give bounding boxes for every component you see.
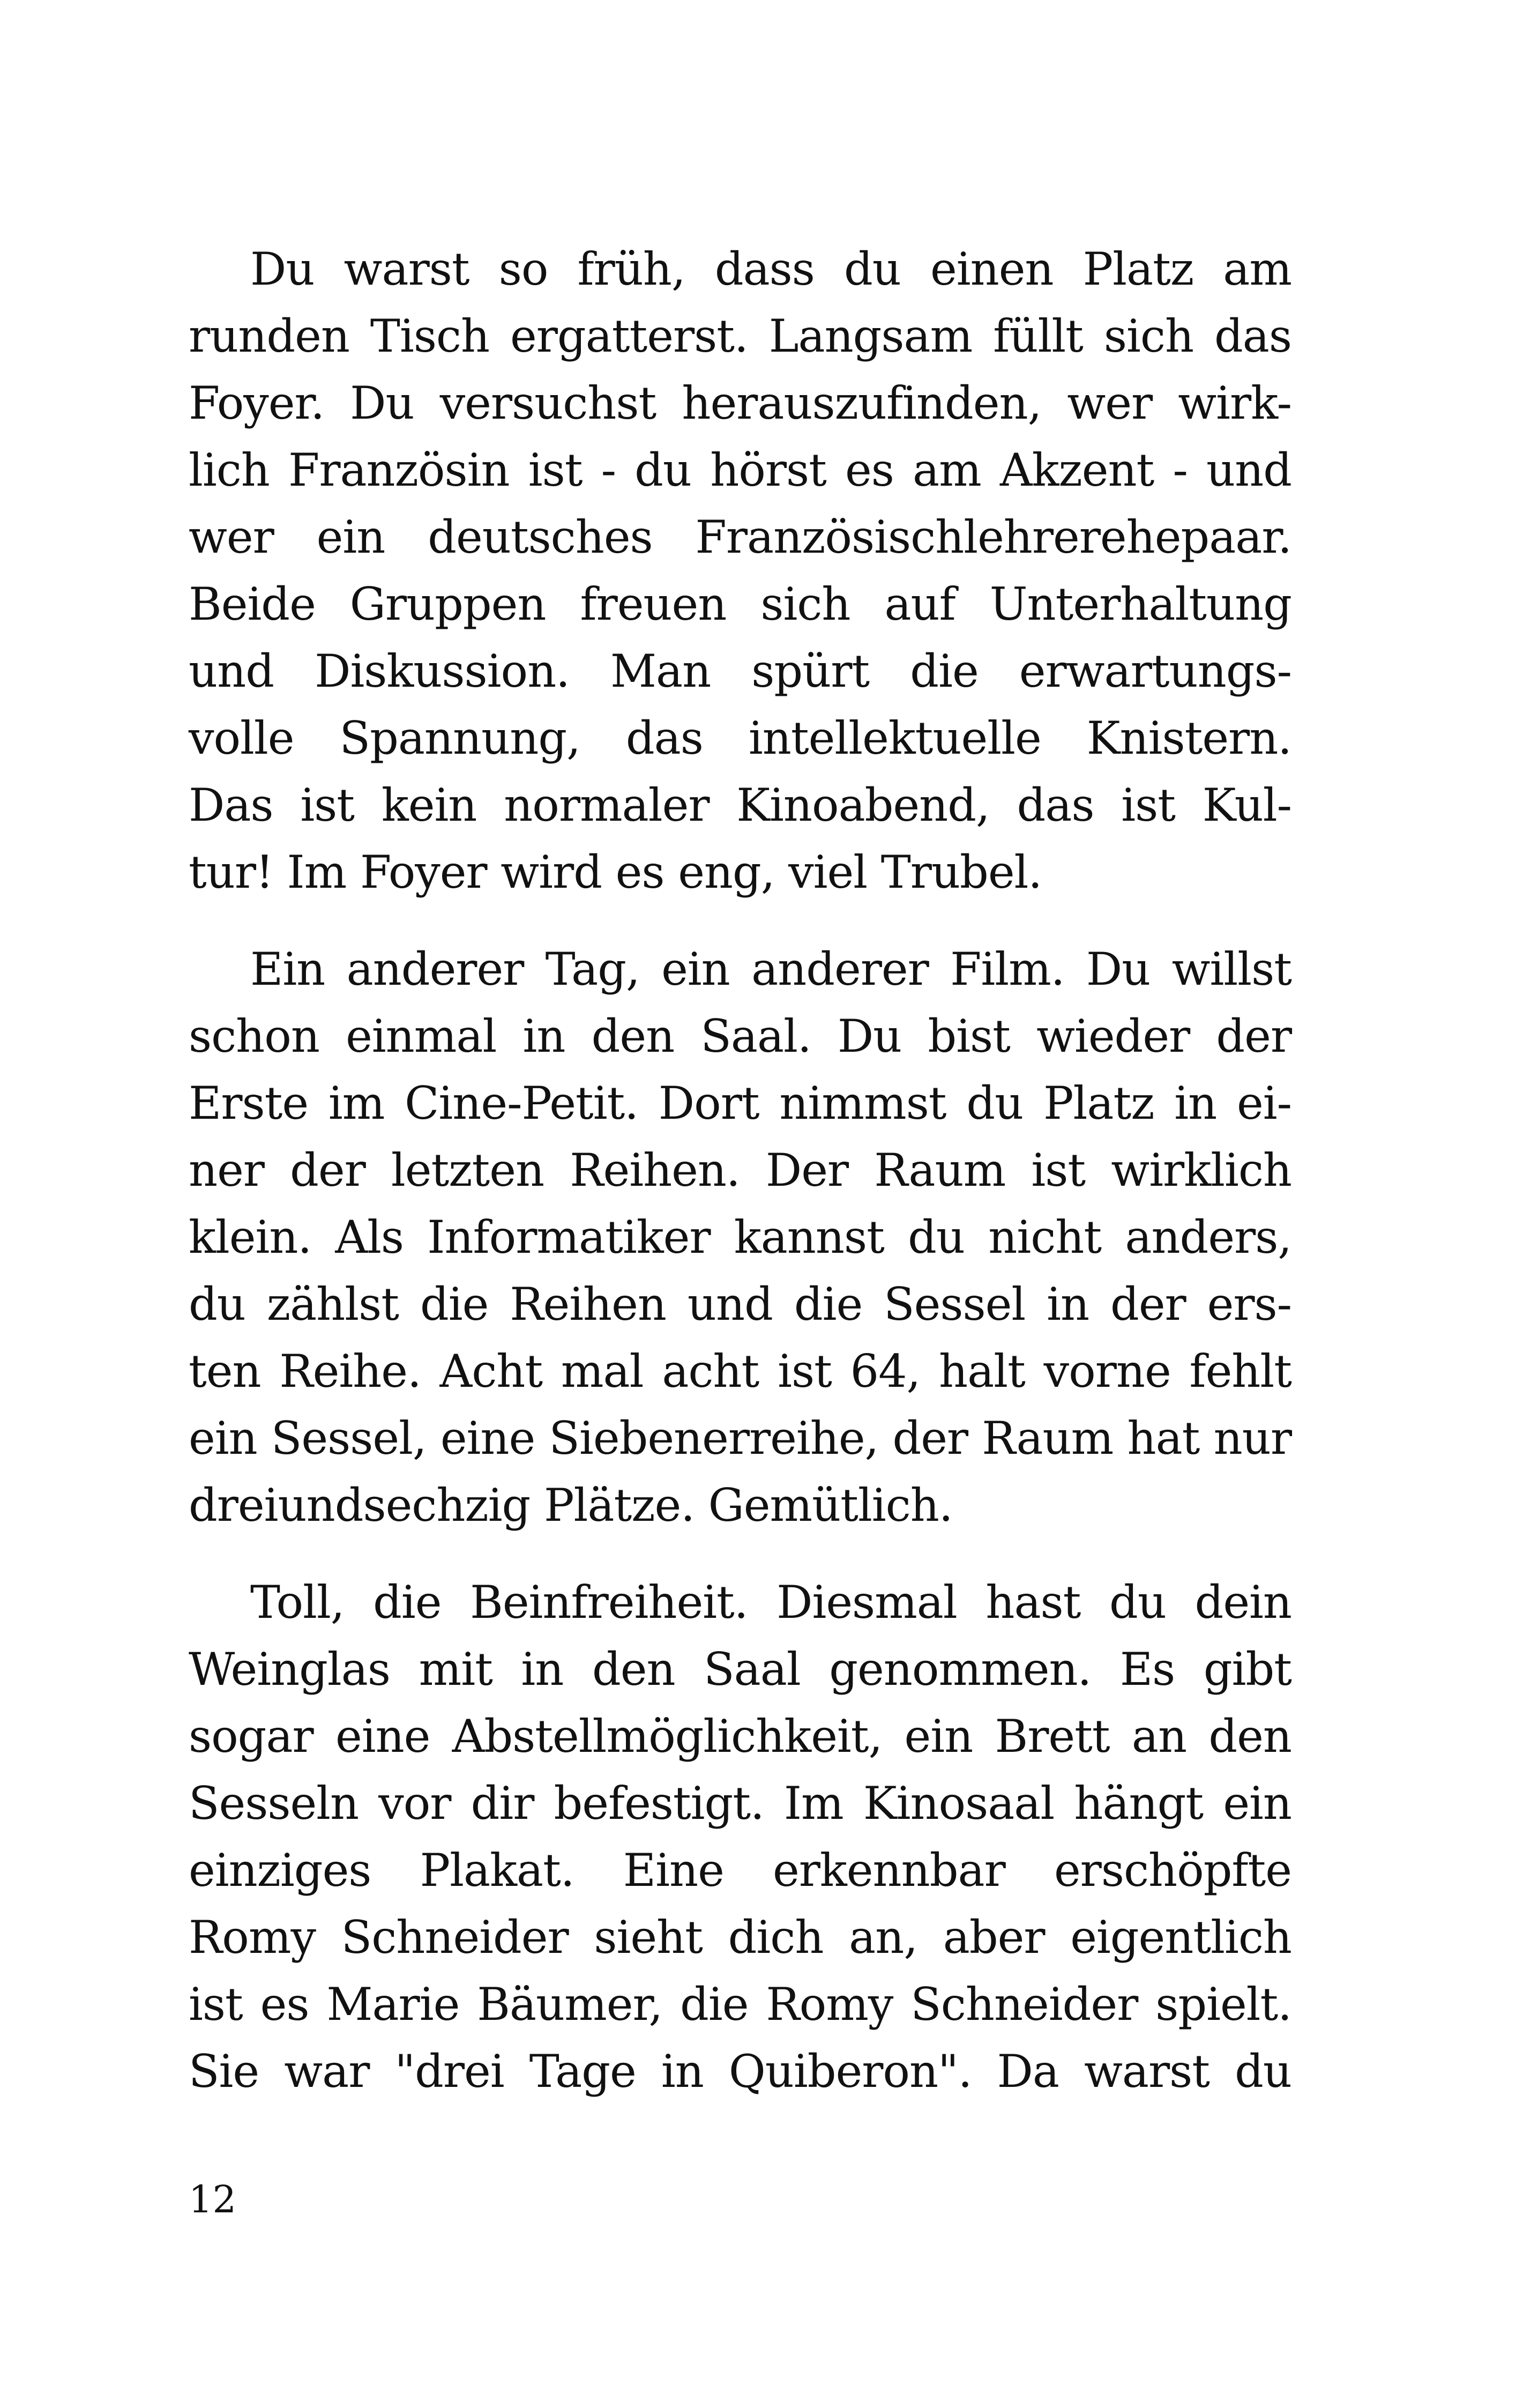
text-line: ist es Marie Bäumer, die Romy Schneider spielt. xyxy=(189,1978,1291,2031)
text-line: Sesseln vor dir befestigt. Im Kinosaal hängt ein xyxy=(189,1777,1291,1830)
text-line: Beide Gruppen freuen sich auf Unterhaltung xyxy=(189,578,1291,630)
text-line: volle Spannung, das intellektuelle Knistern. xyxy=(189,712,1291,764)
text-line: Sie war "drei Tage in Quiberon". Da warst du xyxy=(189,2045,1291,2098)
text-line: und Diskussion. Man spürt die erwartungs- xyxy=(189,645,1291,697)
text-line: schon einmal in den Saal. Du bist wieder der xyxy=(189,1010,1291,1062)
page-number: 12 xyxy=(189,2177,237,2221)
text-line: Weinglas mit in den Saal genommen. Es gibt xyxy=(189,1643,1291,1696)
text-line: klein. Als Informatiker kannst du nicht anders, xyxy=(189,1211,1291,1264)
text-line: einziges Plakat. Eine erkennbar erschöpfte xyxy=(189,1844,1291,1897)
text-line: dreiundsechzig Plätze. Gemütlich. xyxy=(189,1479,953,1532)
text-line: Das ist kein normaler Kinoabend, das ist Kul- xyxy=(189,779,1291,831)
paragraph-1 xyxy=(189,236,1291,906)
text-line: ein Sessel, eine Siebenerreihe, der Raum hat nur xyxy=(189,1412,1291,1465)
text-line: wer ein deutsches Französischlehrerehepaar. xyxy=(189,511,1291,563)
text-line: Erste im Cine-Petit. Dort nimmst du Platz in ei- xyxy=(189,1077,1291,1129)
text-line: Toll, die Beinfreiheit. Diesmal hast du dein xyxy=(250,1576,1291,1629)
text-line: Ein anderer Tag, ein anderer Film. Du willst xyxy=(250,943,1291,995)
text-line: ner der letzten Reihen. Der Raum ist wirklich xyxy=(189,1144,1291,1196)
text-line: Foyer. Du versuchst herauszufinden, wer wirk- xyxy=(189,377,1291,429)
text-line: lich Französin ist - du hörst es am Akzent - und xyxy=(189,444,1291,496)
paragraph-2 xyxy=(189,936,1291,1539)
text-line: runden Tisch ergatterst. Langsam füllt sich das xyxy=(189,310,1291,362)
text-line: sogar eine Abstellmöglichkeit, ein Brett an den xyxy=(189,1710,1291,1763)
text-line: Romy Schneider sieht dich an, aber eigentlich xyxy=(189,1911,1291,1964)
body-text xyxy=(189,236,1291,2135)
text-line: Du warst so früh, dass du einen Platz am xyxy=(250,243,1291,295)
text-line: du zählst die Reihen und die Sessel in der ers- xyxy=(189,1278,1291,1331)
paragraph-3 xyxy=(189,1569,1291,2105)
text-line: tur! Im Foyer wird es eng, viel Trubel. xyxy=(189,846,1042,898)
text-line: ten Reihe. Acht mal acht ist 64, halt vorne fehlt xyxy=(189,1345,1291,1398)
